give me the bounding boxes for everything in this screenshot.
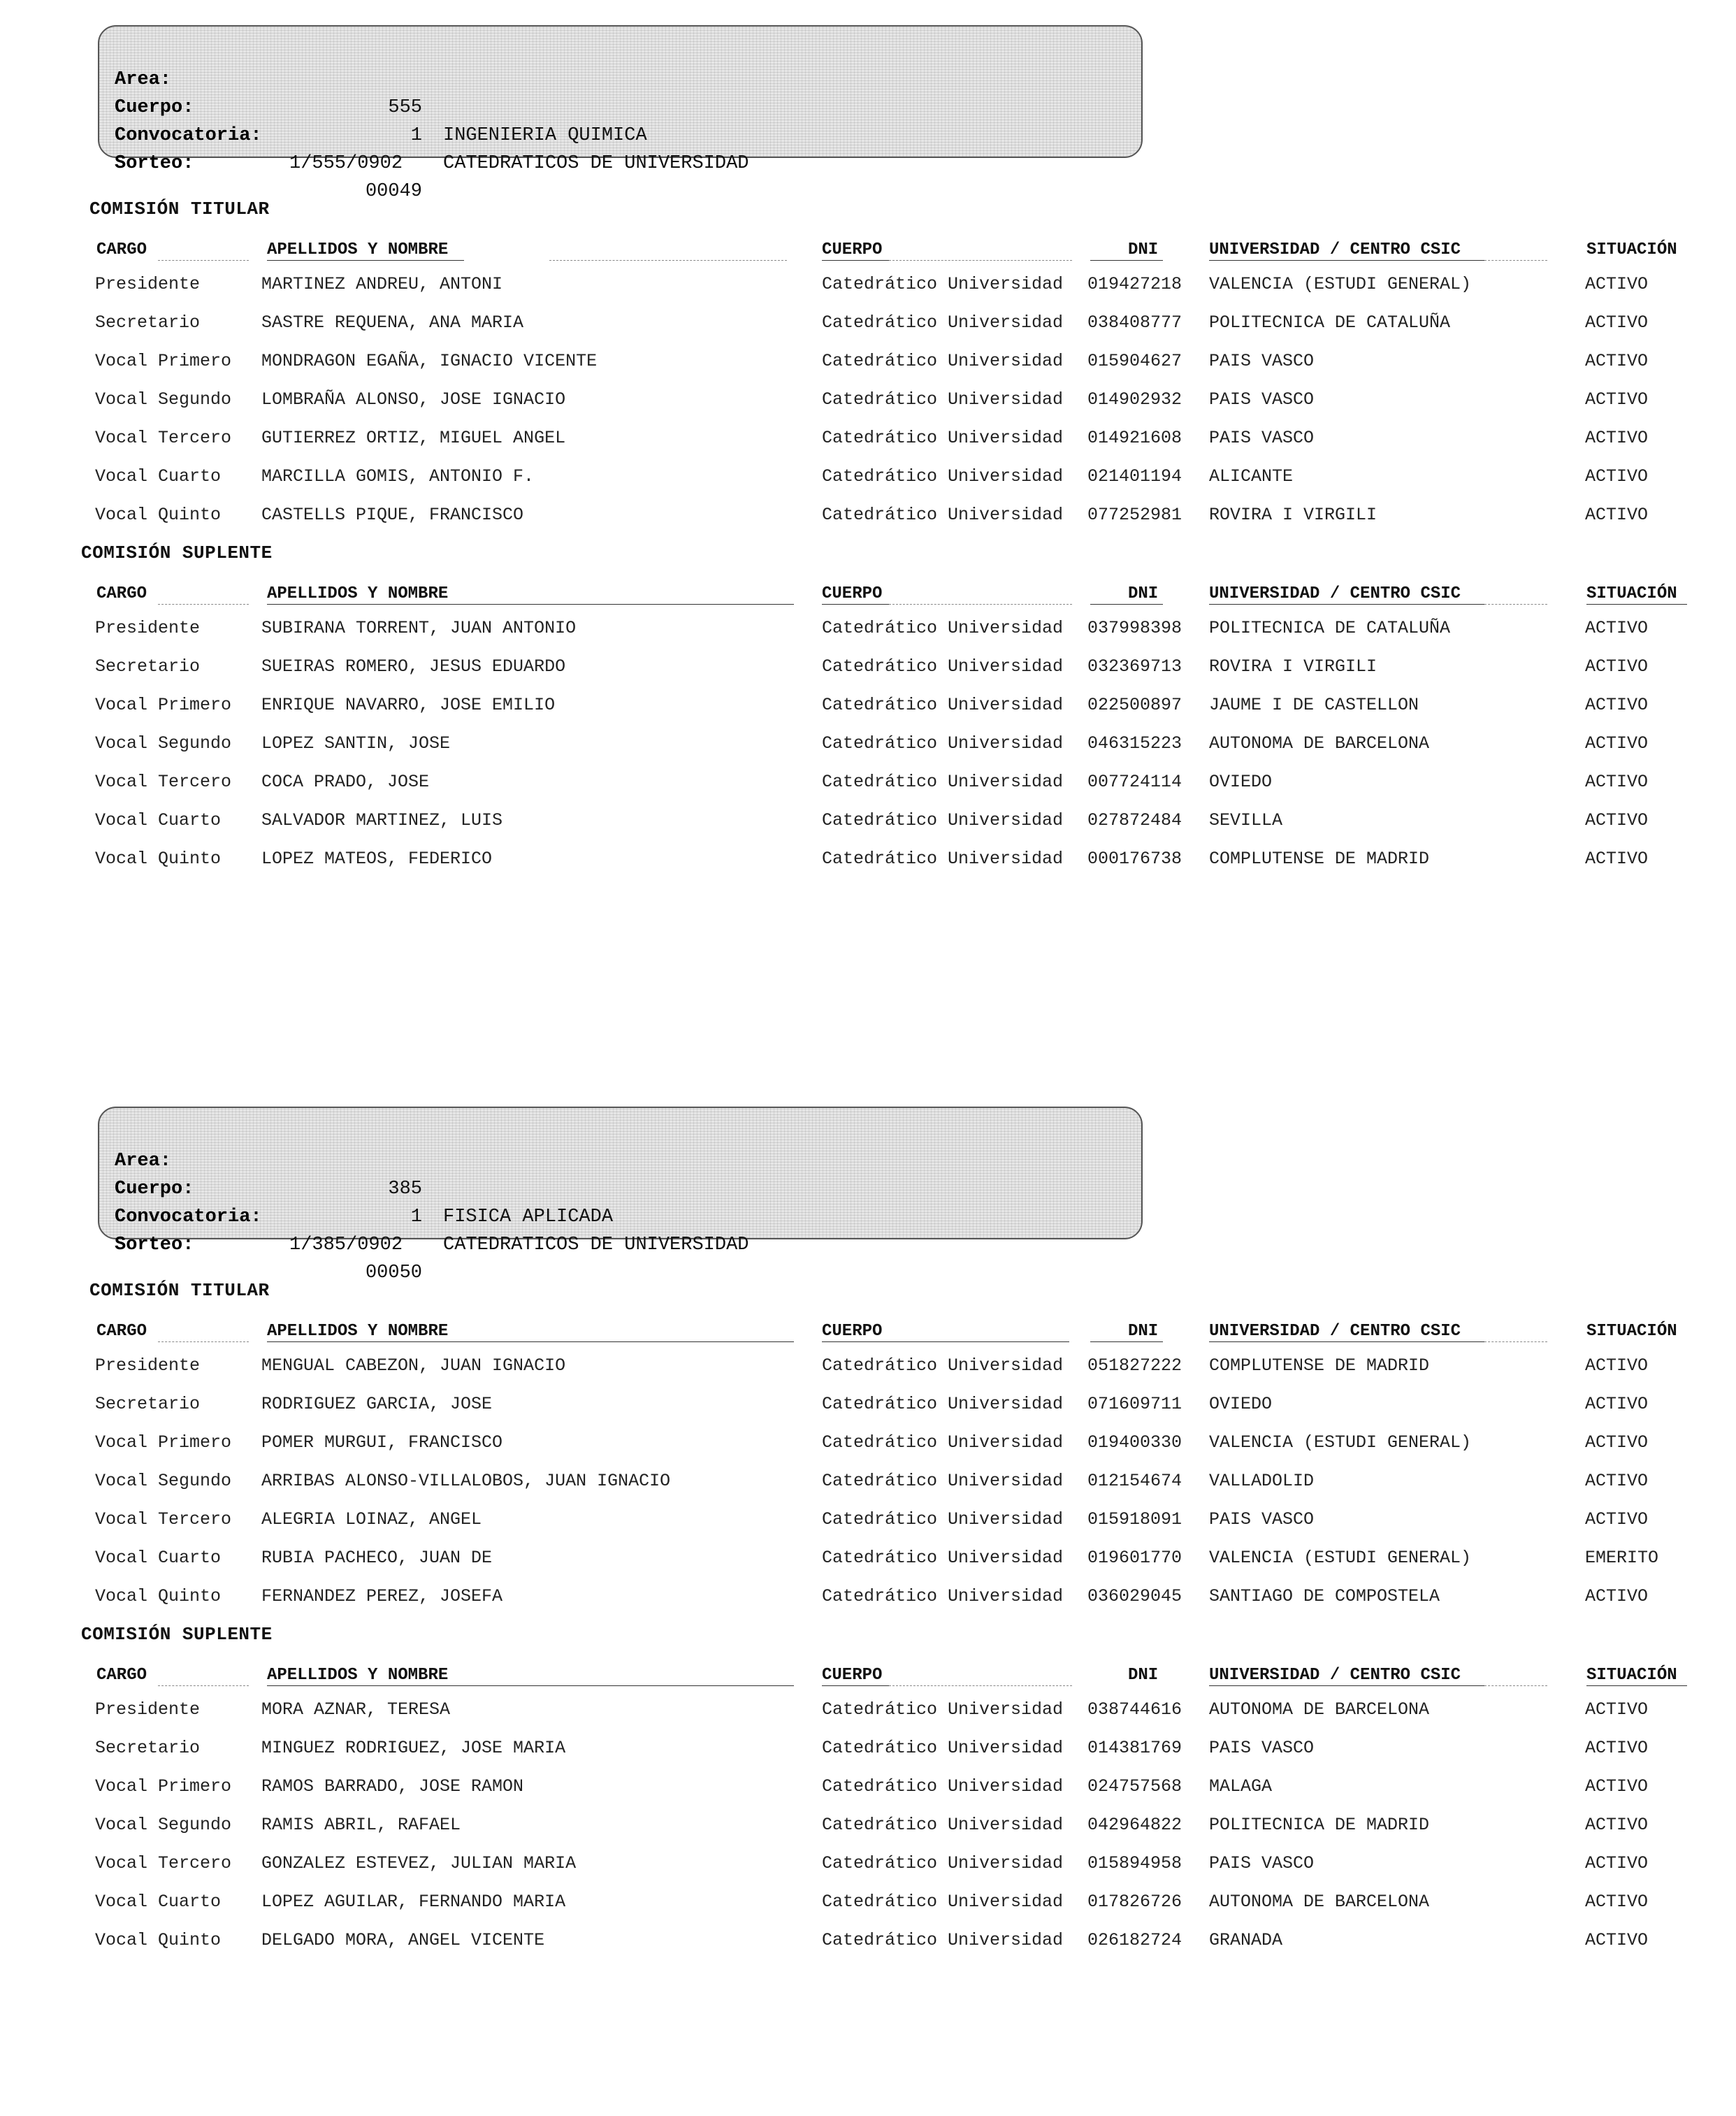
dni-cell: 026182724 — [1087, 1930, 1182, 1950]
header-dni: DNI — [1128, 1666, 1159, 1685]
cuerpo-name: CATEDRATICOS DE UNIVERSIDAD — [443, 1235, 749, 1255]
area-label: Area: — [115, 1151, 172, 1172]
situacion-cell: EMERITO — [1585, 1548, 1659, 1568]
nombre-cell: SUEIRAS ROMERO, JESUS EDUARDO — [261, 656, 566, 677]
nombre-cell: SALVADOR MARTINEZ, LUIS — [261, 810, 503, 830]
situacion-cell: ACTIVO — [1585, 466, 1649, 487]
nombre-cell: GUTIERREZ ORTIZ, MIGUEL ANGEL — [261, 428, 566, 448]
cuerpo-cell: Catedrático Universidad — [822, 1853, 1064, 1873]
universidad-cell: POLITECNICA DE MADRID — [1209, 1815, 1430, 1835]
table-row — [0, 344, 1736, 380]
header-universidad: UNIVERSIDAD / CENTRO CSIC — [1209, 584, 1461, 603]
universidad-cell: OVIEDO — [1209, 772, 1273, 792]
nombre-cell: SUBIRANA TORRENT, JUAN ANTONIO — [261, 618, 577, 638]
table-row — [0, 1387, 1736, 1423]
dni-cell: 021401194 — [1087, 466, 1182, 487]
table-row — [0, 1348, 1736, 1385]
situacion-cell: ACTIVO — [1585, 1853, 1649, 1873]
convocatoria-label: Convocatoria: — [115, 125, 262, 146]
cuerpo-name: CATEDRATICOS DE UNIVERSIDAD — [443, 153, 749, 174]
nombre-cell: MONDRAGON EGAÑA, IGNACIO VICENTE — [261, 351, 598, 371]
dni-cell: 071609711 — [1087, 1394, 1182, 1414]
universidad-cell: VALENCIA (ESTUDI GENERAL) — [1209, 1432, 1472, 1453]
universidad-cell: ROVIRA I VIRGILI — [1209, 505, 1377, 525]
cuerpo-cell: Catedrático Universidad — [822, 505, 1064, 525]
dni-cell: 015918091 — [1087, 1509, 1182, 1530]
cargo-cell: Secretario — [95, 1738, 201, 1758]
comision-suplente-heading: COMISIÓN SUPLENTE — [81, 542, 273, 563]
cuerpo-cell: Catedrático Universidad — [822, 1930, 1064, 1950]
dni-cell: 022500897 — [1087, 695, 1182, 715]
dni-cell: 007724114 — [1087, 772, 1182, 792]
comision-titular-heading: COMISIÓN TITULAR — [89, 1280, 270, 1301]
header-cargo: CARGO — [96, 240, 147, 259]
table-row — [0, 1464, 1736, 1500]
cargo-cell: Vocal Cuarto — [95, 466, 222, 487]
cargo-cell: Vocal Quinto — [95, 1586, 222, 1606]
cuerpo-cell: Catedrático Universidad — [822, 733, 1064, 754]
header-dni: DNI — [1128, 240, 1159, 259]
universidad-cell: AUTONOMA DE BARCELONA — [1209, 1892, 1430, 1912]
table-row — [0, 1885, 1736, 1921]
dni-cell: 014921608 — [1087, 428, 1182, 448]
table-row — [0, 611, 1736, 647]
sorteo-info-box — [98, 1107, 1143, 1283]
sorteo-label: Sorteo: — [115, 1235, 194, 1255]
table-row — [0, 1731, 1736, 1767]
cuerpo-cell: Catedrático Universidad — [822, 1471, 1064, 1491]
cargo-cell: Vocal Segundo — [95, 389, 232, 410]
cargo-cell: Vocal Primero — [95, 695, 232, 715]
area-name: FISICA APLICADA — [443, 1207, 614, 1228]
nombre-cell: LOPEZ MATEOS, FEDERICO — [261, 849, 493, 869]
table-row — [0, 459, 1736, 496]
nombre-cell: POMER MURGUI, FRANCISCO — [261, 1432, 503, 1453]
nombre-cell: FERNANDEZ PEREZ, JOSEFA — [261, 1586, 503, 1606]
header-apellidos: APELLIDOS Y NOMBRE — [267, 240, 449, 259]
situacion-cell: ACTIVO — [1585, 312, 1649, 333]
dni-cell: 000176738 — [1087, 849, 1182, 869]
cargo-cell: Vocal Tercero — [95, 1853, 232, 1873]
comision-titular-heading: COMISIÓN TITULAR — [89, 199, 270, 219]
cuerpo-cell: Catedrático Universidad — [822, 312, 1064, 333]
header-cuerpo: CUERPO — [822, 1322, 883, 1341]
header-situacion: SITUACIÓN — [1586, 1666, 1677, 1685]
nombre-cell: RAMOS BARRADO, JOSE RAMON — [261, 1776, 524, 1797]
comision-suplente-heading: COMISIÓN SUPLENTE — [81, 1624, 273, 1645]
cargo-cell: Vocal Quinto — [95, 1930, 222, 1950]
table-row — [0, 1425, 1736, 1462]
nombre-cell: ARRIBAS ALONSO-VILLALOBOS, JUAN IGNACIO — [261, 1471, 671, 1491]
dni-cell: 014381769 — [1087, 1738, 1182, 1758]
header-universidad: UNIVERSIDAD / CENTRO CSIC — [1209, 240, 1461, 259]
table-row — [0, 688, 1736, 724]
cargo-cell: Secretario — [95, 312, 201, 333]
situacion-cell: ACTIVO — [1585, 772, 1649, 792]
cargo-cell: Presidente — [95, 618, 201, 638]
universidad-cell: VALENCIA (ESTUDI GENERAL) — [1209, 274, 1472, 294]
cargo-cell: Vocal Primero — [95, 1432, 232, 1453]
convocatoria-value: 1/555/0902 — [289, 153, 403, 174]
table-row — [0, 382, 1736, 419]
dni-cell: 012154674 — [1087, 1471, 1182, 1491]
cuerpo-cell: Catedrático Universidad — [822, 1738, 1064, 1758]
situacion-cell: ACTIVO — [1585, 1699, 1649, 1720]
nombre-cell: LOPEZ AGUILAR, FERNANDO MARIA — [261, 1892, 566, 1912]
cargo-cell: Vocal Segundo — [95, 1815, 232, 1835]
universidad-cell: PAIS VASCO — [1209, 1853, 1315, 1873]
dni-cell: 014902932 — [1087, 389, 1182, 410]
cuerpo-label: Cuerpo: — [115, 97, 194, 118]
cargo-cell: Vocal Quinto — [95, 849, 222, 869]
header-cargo: CARGO — [96, 1666, 147, 1685]
nombre-cell: SASTRE REQUENA, ANA MARIA — [261, 312, 524, 333]
table-header — [0, 580, 1736, 611]
cargo-cell: Vocal Quinto — [95, 505, 222, 525]
table-row — [0, 842, 1736, 878]
cargo-cell: Vocal Tercero — [95, 428, 232, 448]
dni-cell: 077252981 — [1087, 505, 1182, 525]
dni-cell: 036029045 — [1087, 1586, 1182, 1606]
nombre-cell: MINGUEZ RODRIGUEZ, JOSE MARIA — [261, 1738, 566, 1758]
sorteo-value: 00049 — [365, 181, 422, 202]
universidad-cell: AUTONOMA DE BARCELONA — [1209, 733, 1430, 754]
dni-cell: 051827222 — [1087, 1355, 1182, 1376]
situacion-cell: ACTIVO — [1585, 389, 1649, 410]
header-dni: DNI — [1128, 1322, 1159, 1341]
cuerpo-cell: Catedrático Universidad — [822, 1776, 1064, 1797]
dni-cell: 032369713 — [1087, 656, 1182, 677]
table-row — [0, 649, 1736, 686]
universidad-cell: OVIEDO — [1209, 1394, 1273, 1414]
header-cuerpo: CUERPO — [822, 1666, 883, 1685]
table-row — [0, 1923, 1736, 1959]
cargo-cell: Vocal Cuarto — [95, 810, 222, 830]
cuerpo-cell: Catedrático Universidad — [822, 1815, 1064, 1835]
table-header — [0, 1662, 1736, 1692]
nombre-cell: DELGADO MORA, ANGEL VICENTE — [261, 1930, 545, 1950]
cargo-cell: Vocal Tercero — [95, 772, 232, 792]
situacion-cell: ACTIVO — [1585, 1892, 1649, 1912]
header-apellidos: APELLIDOS Y NOMBRE — [267, 1666, 449, 1685]
nombre-cell: GONZALEZ ESTEVEZ, JULIAN MARIA — [261, 1853, 577, 1873]
universidad-cell: SEVILLA — [1209, 810, 1283, 830]
cuerpo-cell: Catedrático Universidad — [822, 1394, 1064, 1414]
dni-cell: 015904627 — [1087, 351, 1182, 371]
cargo-cell: Vocal Tercero — [95, 1509, 232, 1530]
header-universidad: UNIVERSIDAD / CENTRO CSIC — [1209, 1322, 1461, 1341]
situacion-cell: ACTIVO — [1585, 351, 1649, 371]
nombre-cell: LOPEZ SANTIN, JOSE — [261, 733, 451, 754]
universidad-cell: GRANADA — [1209, 1930, 1283, 1950]
situacion-cell: ACTIVO — [1585, 733, 1649, 754]
table-row — [0, 305, 1736, 342]
cargo-cell: Vocal Cuarto — [95, 1892, 222, 1912]
universidad-cell: PAIS VASCO — [1209, 389, 1315, 410]
cuerpo-cell: Catedrático Universidad — [822, 1699, 1064, 1720]
cuerpo-cell: Catedrático Universidad — [822, 466, 1064, 487]
cuerpo-cell: Catedrático Universidad — [822, 1432, 1064, 1453]
cuerpo-label: Cuerpo: — [115, 1179, 194, 1200]
sorteo-info-box — [98, 25, 1143, 202]
situacion-cell: ACTIVO — [1585, 1432, 1649, 1453]
cargo-cell: Presidente — [95, 1699, 201, 1720]
situacion-cell: ACTIVO — [1585, 274, 1649, 294]
cuerpo-cell: Catedrático Universidad — [822, 618, 1064, 638]
table-row — [0, 1579, 1736, 1615]
nombre-cell: ALEGRIA LOINAZ, ANGEL — [261, 1509, 482, 1530]
nombre-cell: COCA PRADO, JOSE — [261, 772, 430, 792]
cargo-cell: Vocal Primero — [95, 1776, 232, 1797]
cuerpo-cell: Catedrático Universidad — [822, 351, 1064, 371]
cuerpo-cell: Catedrático Universidad — [822, 695, 1064, 715]
header-apellidos: APELLIDOS Y NOMBRE — [267, 1322, 449, 1341]
cuerpo-code: 1 — [410, 1207, 422, 1228]
table-header — [0, 1318, 1736, 1348]
area-code: 555 — [388, 97, 422, 118]
cuerpo-cell: Catedrático Universidad — [822, 810, 1064, 830]
sorteo-value: 00050 — [365, 1262, 422, 1283]
universidad-cell: COMPLUTENSE DE MADRID — [1209, 1355, 1430, 1376]
situacion-cell: ACTIVO — [1585, 810, 1649, 830]
universidad-cell: POLITECNICA DE CATALUÑA — [1209, 312, 1451, 333]
nombre-cell: CASTELLS PIQUE, FRANCISCO — [261, 505, 524, 525]
universidad-cell: COMPLUTENSE DE MADRID — [1209, 849, 1430, 869]
header-apellidos: APELLIDOS Y NOMBRE — [267, 584, 449, 603]
cargo-cell: Presidente — [95, 274, 201, 294]
nombre-cell: RODRIGUEZ GARCIA, JOSE — [261, 1394, 493, 1414]
header-dni: DNI — [1128, 584, 1159, 603]
table-row — [0, 1808, 1736, 1844]
situacion-cell: ACTIVO — [1585, 849, 1649, 869]
situacion-cell: ACTIVO — [1585, 1394, 1649, 1414]
cargo-cell: Secretario — [95, 1394, 201, 1414]
cuerpo-cell: Catedrático Universidad — [822, 274, 1064, 294]
cargo-cell: Vocal Primero — [95, 351, 232, 371]
situacion-cell: ACTIVO — [1585, 1930, 1649, 1950]
cuerpo-cell: Catedrático Universidad — [822, 656, 1064, 677]
situacion-cell: ACTIVO — [1585, 1355, 1649, 1376]
nombre-cell: RUBIA PACHECO, JUAN DE — [261, 1548, 493, 1568]
dni-cell: 037998398 — [1087, 618, 1182, 638]
universidad-cell: PAIS VASCO — [1209, 428, 1315, 448]
cuerpo-cell: Catedrático Universidad — [822, 772, 1064, 792]
dni-cell: 019601770 — [1087, 1548, 1182, 1568]
dni-cell: 038744616 — [1087, 1699, 1182, 1720]
table-row — [0, 1769, 1736, 1806]
situacion-cell: ACTIVO — [1585, 1815, 1649, 1835]
dni-cell: 042964822 — [1087, 1815, 1182, 1835]
universidad-cell: PAIS VASCO — [1209, 1738, 1315, 1758]
universidad-cell: ALICANTE — [1209, 466, 1294, 487]
universidad-cell: PAIS VASCO — [1209, 351, 1315, 371]
sorteo-block — [0, 21, 1736, 1035]
cuerpo-cell: Catedrático Universidad — [822, 849, 1064, 869]
sorteo-block — [0, 1102, 1736, 2116]
header-cuerpo: CUERPO — [822, 584, 883, 603]
cargo-cell: Vocal Segundo — [95, 1471, 232, 1491]
universidad-cell: PAIS VASCO — [1209, 1509, 1315, 1530]
dni-cell: 019400330 — [1087, 1432, 1182, 1453]
situacion-cell: ACTIVO — [1585, 1586, 1649, 1606]
header-cargo: CARGO — [96, 584, 147, 603]
cuerpo-cell: Catedrático Universidad — [822, 1548, 1064, 1568]
table-row — [0, 1692, 1736, 1729]
sorteo-label: Sorteo: — [115, 153, 194, 174]
table-row — [0, 1846, 1736, 1883]
table-row — [0, 267, 1736, 303]
header-situacion: SITUACIÓN — [1586, 584, 1677, 603]
table-row — [0, 726, 1736, 763]
situacion-cell: ACTIVO — [1585, 1776, 1649, 1797]
table-row — [0, 765, 1736, 801]
situacion-cell: ACTIVO — [1585, 505, 1649, 525]
dni-cell: 015894958 — [1087, 1853, 1182, 1873]
nombre-cell: MARCILLA GOMIS, ANTONIO F. — [261, 466, 535, 487]
cargo-cell: Presidente — [95, 1355, 201, 1376]
situacion-cell: ACTIVO — [1585, 618, 1649, 638]
dni-cell: 046315223 — [1087, 733, 1182, 754]
dni-cell: 024757568 — [1087, 1776, 1182, 1797]
cargo-cell: Vocal Cuarto — [95, 1548, 222, 1568]
table-row — [0, 1541, 1736, 1577]
nombre-cell: ENRIQUE NAVARRO, JOSE EMILIO — [261, 695, 556, 715]
header-situacion: SITUACIÓN — [1586, 240, 1677, 259]
header-situacion: SITUACIÓN — [1586, 1322, 1677, 1341]
universidad-cell: AUTONOMA DE BARCELONA — [1209, 1699, 1430, 1720]
universidad-cell: POLITECNICA DE CATALUÑA — [1209, 618, 1451, 638]
cuerpo-cell: Catedrático Universidad — [822, 428, 1064, 448]
nombre-cell: MORA AZNAR, TERESA — [261, 1699, 451, 1720]
convocatoria-value: 1/385/0902 — [289, 1235, 403, 1255]
situacion-cell: ACTIVO — [1585, 428, 1649, 448]
table-row — [0, 803, 1736, 840]
cuerpo-cell: Catedrático Universidad — [822, 1355, 1064, 1376]
header-cuerpo: CUERPO — [822, 240, 883, 259]
situacion-cell: ACTIVO — [1585, 656, 1649, 677]
universidad-cell: ROVIRA I VIRGILI — [1209, 656, 1377, 677]
situacion-cell: ACTIVO — [1585, 1509, 1649, 1530]
situacion-cell: ACTIVO — [1585, 1471, 1649, 1491]
cargo-cell: Vocal Segundo — [95, 733, 232, 754]
universidad-cell: MALAGA — [1209, 1776, 1273, 1797]
universidad-cell: VALLADOLID — [1209, 1471, 1315, 1491]
universidad-cell: JAUME I DE CASTELLON — [1209, 695, 1419, 715]
convocatoria-label: Convocatoria: — [115, 1207, 262, 1228]
cuerpo-cell: Catedrático Universidad — [822, 1892, 1064, 1912]
header-cargo: CARGO — [96, 1322, 147, 1341]
situacion-cell: ACTIVO — [1585, 695, 1649, 715]
table-header — [0, 236, 1736, 267]
area-label: Area: — [115, 69, 172, 90]
nombre-cell: RAMIS ABRIL, RAFAEL — [261, 1815, 461, 1835]
nombre-cell: LOMBRAÑA ALONSO, JOSE IGNACIO — [261, 389, 566, 410]
universidad-cell: SANTIAGO DE COMPOSTELA — [1209, 1586, 1440, 1606]
cuerpo-cell: Catedrático Universidad — [822, 1586, 1064, 1606]
universidad-cell: VALENCIA (ESTUDI GENERAL) — [1209, 1548, 1472, 1568]
table-row — [0, 498, 1736, 534]
header-universidad: UNIVERSIDAD / CENTRO CSIC — [1209, 1666, 1461, 1685]
area-code: 385 — [388, 1179, 422, 1200]
cuerpo-code: 1 — [410, 125, 422, 146]
table-row — [0, 421, 1736, 457]
nombre-cell: MARTINEZ ANDREU, ANTONI — [261, 274, 503, 294]
dni-cell: 017826726 — [1087, 1892, 1182, 1912]
nombre-cell: MENGUAL CABEZON, JUAN IGNACIO — [261, 1355, 566, 1376]
dni-cell: 038408777 — [1087, 312, 1182, 333]
cuerpo-cell: Catedrático Universidad — [822, 1509, 1064, 1530]
area-name: INGENIERIA QUIMICA — [443, 125, 647, 146]
dni-cell: 019427218 — [1087, 274, 1182, 294]
table-row — [0, 1502, 1736, 1539]
cargo-cell: Secretario — [95, 656, 201, 677]
cuerpo-cell: Catedrático Universidad — [822, 389, 1064, 410]
situacion-cell: ACTIVO — [1585, 1738, 1649, 1758]
dni-cell: 027872484 — [1087, 810, 1182, 830]
